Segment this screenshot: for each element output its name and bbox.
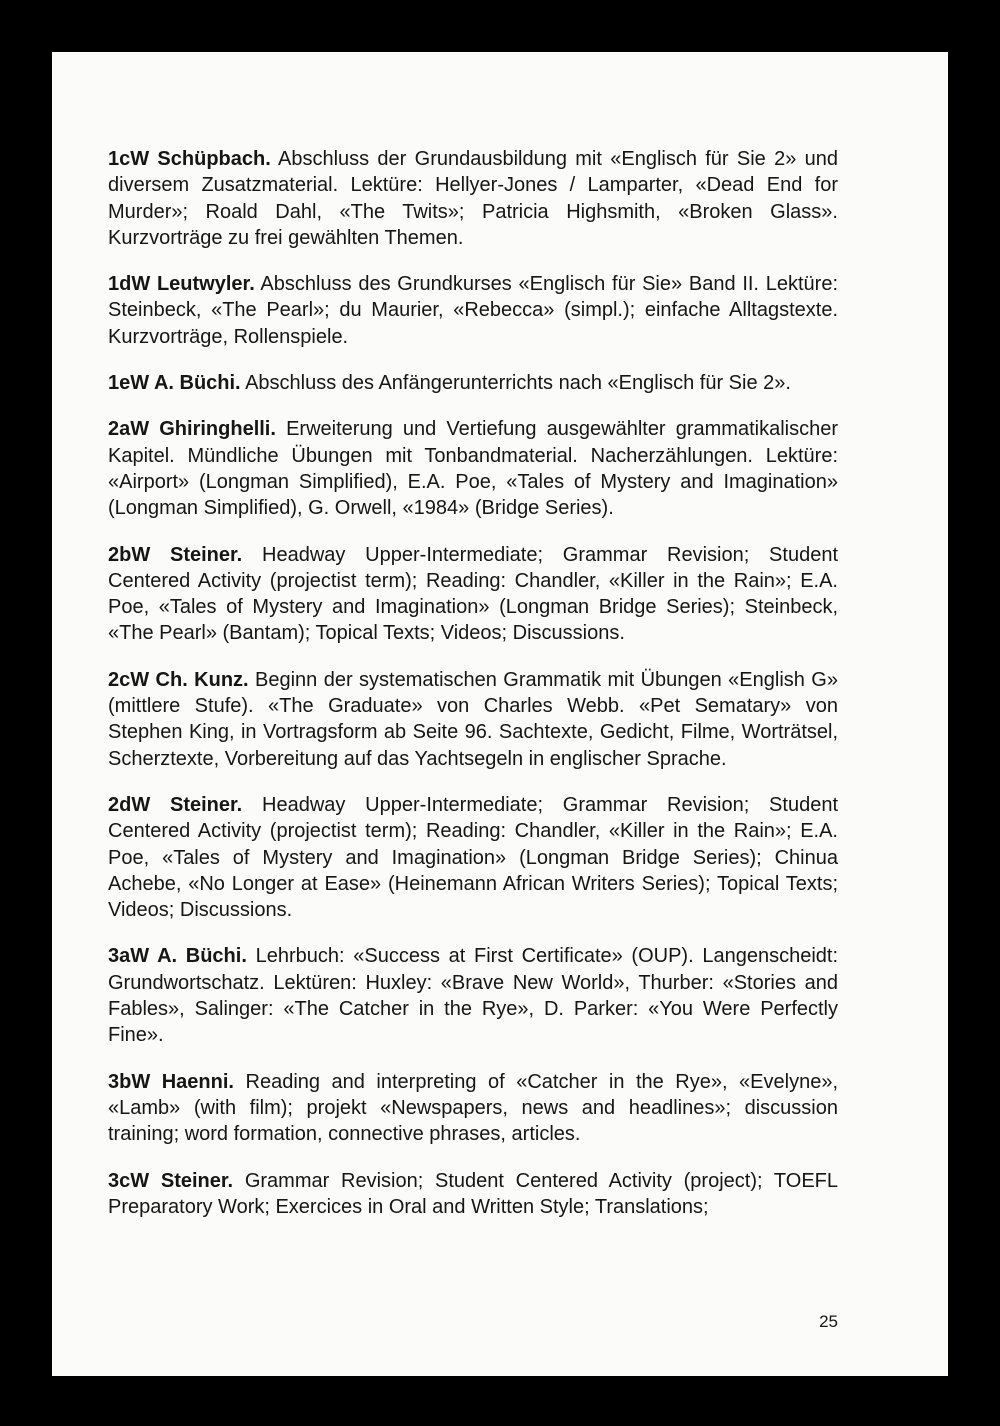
page-number: 25 (819, 1312, 838, 1331)
course-description: Abschluss des Anfängerunterrichts nach «Englisch für Sie 2». (245, 372, 791, 395)
course-entry-3aw (108, 943, 838, 1048)
course-entry-2dw (108, 792, 838, 923)
course-entry-2bw (108, 542, 838, 647)
course-class-teacher: 1dW Leutwyler. (108, 273, 255, 296)
course-description: Grammar Revision; Student Centered Activity (project); TOEFL Preparatory Work; Exercices in Oral and Written Style; Translations; (108, 1169, 838, 1218)
course-description: Abschluss der Grundausbildung mit «Englisch für Sie 2» und diversem Zusatzmaterial. Lektüre: Hellyer-Jones / Lamparter, «Dead End for Murder»; Roald Dahl, «The Twits»; Patricia Highsmith, «Broken Glass». Kurzvorträge zu frei gewählten Themen. (108, 148, 839, 249)
course-entry-1dw (108, 271, 838, 350)
course-description: Headway Upper-Intermediate; Grammar Revision; Student Centered Activity (projectist term); Reading: Chandler, «Killer in the Rain»; E.A. Poe, «Tales of Mystery and Imagination» (Longman Bridge Series); Chinua Achebe, «No Longer at Ease» (Heinemann African Writers Series); Topical Texts; Videos; Discussions. (108, 793, 838, 922)
course-entry-3bw (108, 1069, 838, 1148)
course-description: Beginn der systematischen Grammatik mit Übungen «English G» (mittlere Stufe). «The Graduate» von Charles Webb. «Pet Sematary» von Stephen King, in Vortragsform ab Seite 96. Sachtexte, Gedicht, Filme, Worträtsel, Scherztexte, Vorbereitung auf das Yachtsegeln in englischer Sprache. (108, 668, 838, 770)
course-description: Erweiterung und Vertiefung ausgewählter grammatikalischer Kapitel. Mündliche Übungen mit Tonbandmaterial. Nacherzählungen. Lektüre: «Airport» (Longman Simplified), E.A. Poe, «Tales of Mystery and Imagination» (Longman Simplified), G. Orwell, «1984» (Bridge Series). (108, 418, 838, 520)
course-entry-2cw (108, 667, 838, 772)
document-page (52, 52, 948, 1376)
course-class-teacher: 2bW Steiner. (108, 543, 243, 566)
course-class-teacher: 2aW Ghiringhelli. (108, 418, 276, 441)
course-description: Reading and interpreting of «Catcher in the Rye», «Evelyne», «Lamb» (with film); projekt «Newspapers, news and headlines»; discussion training; word formation, connective phrases, articles. (108, 1070, 839, 1146)
course-class-teacher: 3cW Steiner. (108, 1169, 234, 1192)
course-description: Headway Upper-Intermediate; Grammar Revision; Student Centered Activity (projectist term); Reading: Chandler, «Killer in the Rain»; E.A. Poe, «Tales of Mystery and Imagination» (Longman Bridge Series); Steinbeck, «The Pearl» (Bantam); Topical Texts; Videos; Discussions. (108, 543, 838, 645)
course-entry-1ew (108, 370, 838, 396)
course-class-teacher: 2dW Steiner. (108, 793, 243, 816)
course-class-teacher: 3bW Haenni. (108, 1070, 234, 1093)
course-class-teacher: 3aW A. Büchi. (108, 945, 247, 968)
course-class-teacher: 1cW Schüpbach. (108, 148, 271, 170)
course-entry-1cw (108, 146, 838, 251)
course-description: Abschluss des Grundkurses «Englisch für Sie» Band II. Lektüre: Steinbeck, «The Pearl»; du Maurier, «Rebecca» (simpl.); einfache Alltagstexte. Kurzvorträge, Rollenspiele. (108, 273, 838, 348)
course-entry-3cw (108, 1168, 838, 1221)
course-class-teacher: 1eW A. Büchi. (108, 372, 241, 395)
course-description: Lehrbuch: «Success at First Certificate» (OUP). Langenscheidt: Grundwortschatz. Lektüren: Huxley: «Brave New World», Thurber: «Stories and Fables», Salinger: «The Catcher in the Rye», D. Parker: «You Were Perfectly Fine». (108, 945, 839, 1047)
course-list (108, 146, 838, 1240)
course-entry-2aw (108, 416, 838, 521)
course-class-teacher: 2cW Ch. Kunz. (108, 668, 249, 691)
